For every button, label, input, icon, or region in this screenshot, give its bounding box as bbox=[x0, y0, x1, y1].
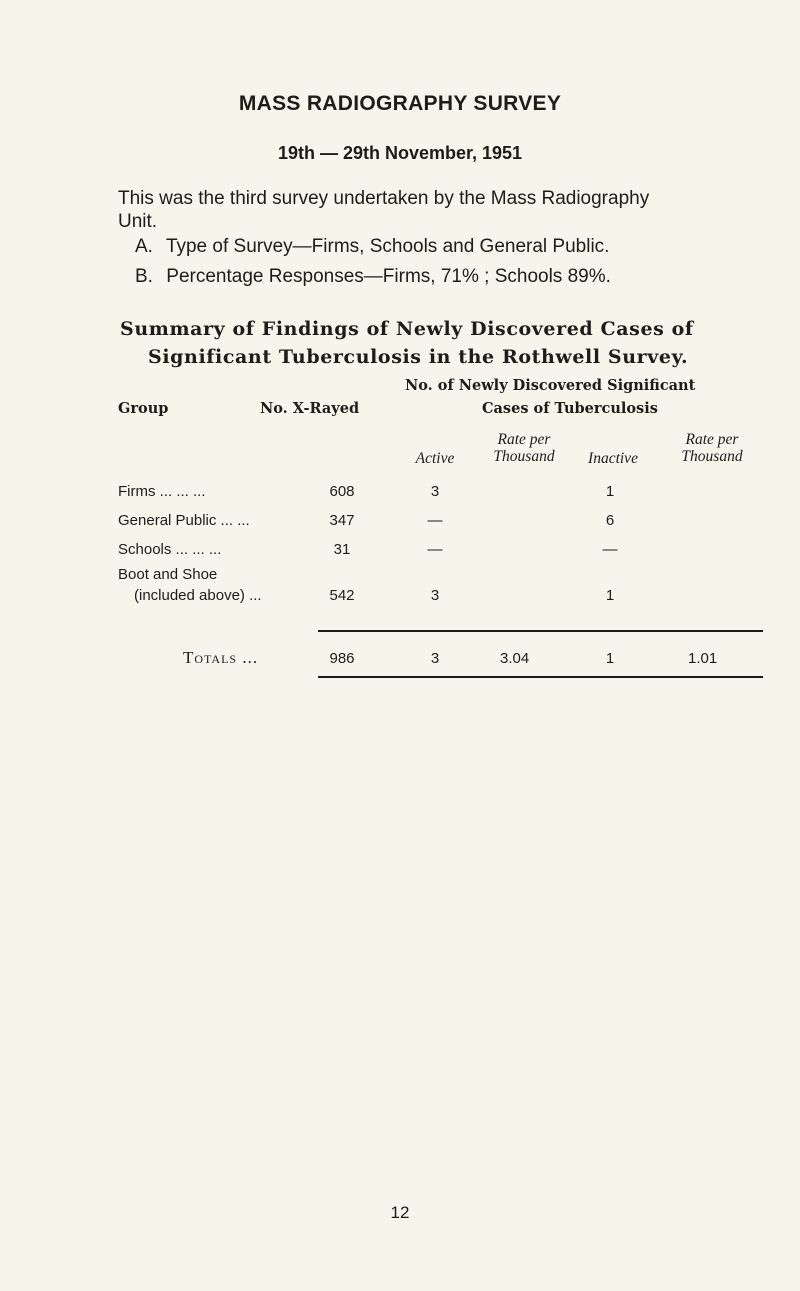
header-cases-line-1: No. of Newly Discovered Significant bbox=[405, 377, 696, 394]
row-schools-group: Schools ... ... ... bbox=[118, 541, 222, 558]
col-active: Active bbox=[415, 450, 455, 467]
totals-inactive: 1 bbox=[605, 650, 615, 667]
item-b-text: Percentage Responses—Firms, 71% ; Schools 89%. bbox=[166, 266, 611, 287]
header-cases-line-2: Cases of Tuberculosis bbox=[482, 400, 658, 417]
totals-xrayed: 986 bbox=[329, 650, 355, 667]
summary-heading bbox=[120, 315, 760, 371]
item-b bbox=[135, 266, 611, 288]
summary-heading-line-1: Summary of Findings of Newly Discovered Cases of bbox=[120, 318, 694, 340]
totals-label-text: Totals ... bbox=[183, 648, 259, 667]
header-xrayed: No. X-Rayed bbox=[260, 400, 360, 417]
totals-bottom-rule bbox=[318, 676, 763, 678]
row-general-public-inactive: 6 bbox=[605, 512, 615, 529]
header-group: Group bbox=[118, 400, 169, 417]
page-title: MASS RADIOGRAPHY SURVEY bbox=[238, 92, 562, 115]
totals-rate1: 3.04 bbox=[500, 650, 530, 667]
col-rate2-line-2: Thousand bbox=[681, 448, 743, 465]
col-inactive: Inactive bbox=[588, 450, 638, 467]
page-number: 12 bbox=[390, 1203, 410, 1222]
item-b-label: B. bbox=[135, 266, 153, 287]
row-boot-shoe-xrayed: 542 bbox=[329, 587, 355, 604]
row-general-public-group: General Public ... ... bbox=[118, 512, 250, 529]
col-rate2-line-1: Rate per bbox=[685, 431, 739, 448]
row-general-public-active: — bbox=[427, 512, 443, 529]
row-boot-shoe-active: 3 bbox=[430, 587, 440, 604]
item-a-text: Type of Survey—Firms, Schools and General Public. bbox=[165, 236, 610, 257]
totals-rate2: 1.01 bbox=[688, 650, 718, 667]
row-firms-group: Firms ... ... ... bbox=[118, 483, 206, 500]
item-a-label: A. bbox=[135, 236, 153, 257]
row-general-public-xrayed: 347 bbox=[329, 512, 355, 529]
col-rate1-line-1: Rate per bbox=[497, 431, 551, 448]
row-firms-inactive: 1 bbox=[605, 483, 615, 500]
row-firms-xrayed: 608 bbox=[329, 483, 355, 500]
totals-active: 3 bbox=[430, 650, 440, 667]
row-schools-active: — bbox=[427, 541, 443, 558]
col-rate1-line-2: Thousand bbox=[493, 448, 555, 465]
totals-top-rule bbox=[318, 630, 763, 632]
summary-heading-line-2: Significant Tuberculosis in the Rothwell Survey. bbox=[148, 346, 689, 368]
intro-line-1: This was the third survey undertaken by the Mass Radiography bbox=[118, 188, 650, 209]
row-boot-shoe-group: (included above) ... bbox=[134, 587, 262, 604]
survey-dates: 19th — 29th November, 1951 bbox=[277, 143, 523, 163]
intro-line-2: Unit. bbox=[118, 211, 158, 232]
totals-label bbox=[183, 648, 258, 668]
row-boot-shoe-inactive: 1 bbox=[605, 587, 615, 604]
row-firms-active: 3 bbox=[430, 483, 440, 500]
col-rate1 bbox=[478, 431, 570, 465]
row-boot-shoe-group-line-1: Boot and Shoe bbox=[118, 566, 218, 583]
col-rate2 bbox=[664, 431, 760, 465]
row-schools-xrayed: 31 bbox=[333, 541, 351, 558]
item-a bbox=[135, 236, 609, 258]
row-schools-inactive: — bbox=[602, 541, 618, 558]
